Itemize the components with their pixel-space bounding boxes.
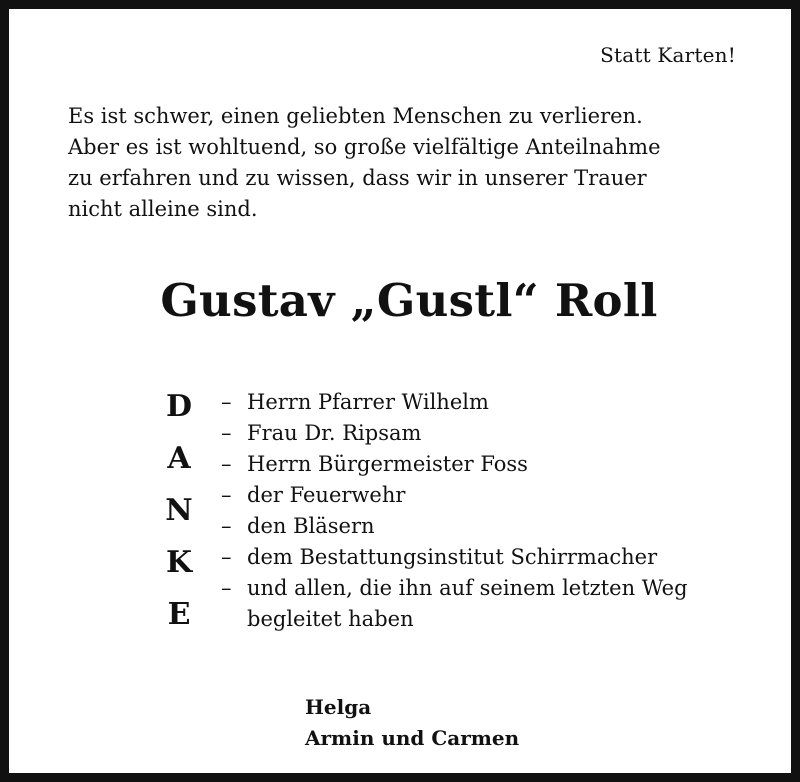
dash-bullet: –: [221, 483, 232, 507]
thanks-item: [221, 573, 781, 635]
thanks-list: [221, 387, 781, 635]
statt-karten-note: Statt Karten!: [600, 43, 736, 67]
dash-bullet: –: [221, 390, 232, 414]
acrostic-letter-a: A: [167, 441, 191, 476]
thanks-item: [221, 480, 781, 511]
deceased-name: Gustav „Gustl“ Roll: [160, 274, 658, 327]
signature-name: Helga: [305, 695, 372, 719]
dash-bullet: –: [221, 576, 232, 600]
intro-paragraph: [68, 101, 748, 225]
intro-line: nicht alleine sind.: [68, 197, 258, 221]
thanks-item: [221, 449, 781, 480]
thanks-item-text-continued: begleitet haben: [247, 607, 414, 631]
thanks-item: [221, 511, 781, 542]
acrostic-letter-e: E: [167, 597, 191, 632]
dash-bullet: –: [221, 545, 232, 569]
thanks-item: [221, 542, 781, 573]
thanks-item-text: Herrn Pfarrer Wilhelm: [247, 390, 489, 414]
thanks-item-text: der Feuerwehr: [247, 483, 406, 507]
thanks-item-text: und allen, die ihn auf seinem letzten Weg: [247, 576, 688, 600]
intro-line: zu erfahren und zu wissen, dass wir in unserer Trauer: [68, 166, 647, 190]
intro-line: Es ist schwer, einen geliebten Menschen zu verlieren.: [68, 104, 643, 128]
thanks-item-text: den Bläsern: [247, 514, 375, 538]
signatures-block: [305, 692, 519, 754]
intro-line: Aber es ist wohltuend, so große vielfältige Anteilnahme: [68, 135, 661, 159]
dash-bullet: –: [221, 514, 232, 538]
signature-name: Armin und Carmen: [305, 726, 520, 750]
acrostic-letter-n: N: [165, 493, 193, 528]
acrostic-letter-k: K: [165, 545, 193, 580]
acrostic-letter-d: D: [165, 389, 192, 424]
thanks-item-text: Frau Dr. Ripsam: [247, 421, 422, 445]
thanks-item-text: Herrn Bürgermeister Foss: [247, 452, 528, 476]
thanks-item: [221, 387, 781, 418]
danke-acrostic: [149, 381, 209, 641]
dash-bullet: –: [221, 421, 232, 445]
thanks-item: [221, 418, 781, 449]
thanks-item-text: dem Bestattungsinstitut Schirrmacher: [247, 545, 658, 569]
dash-bullet: –: [221, 452, 232, 476]
